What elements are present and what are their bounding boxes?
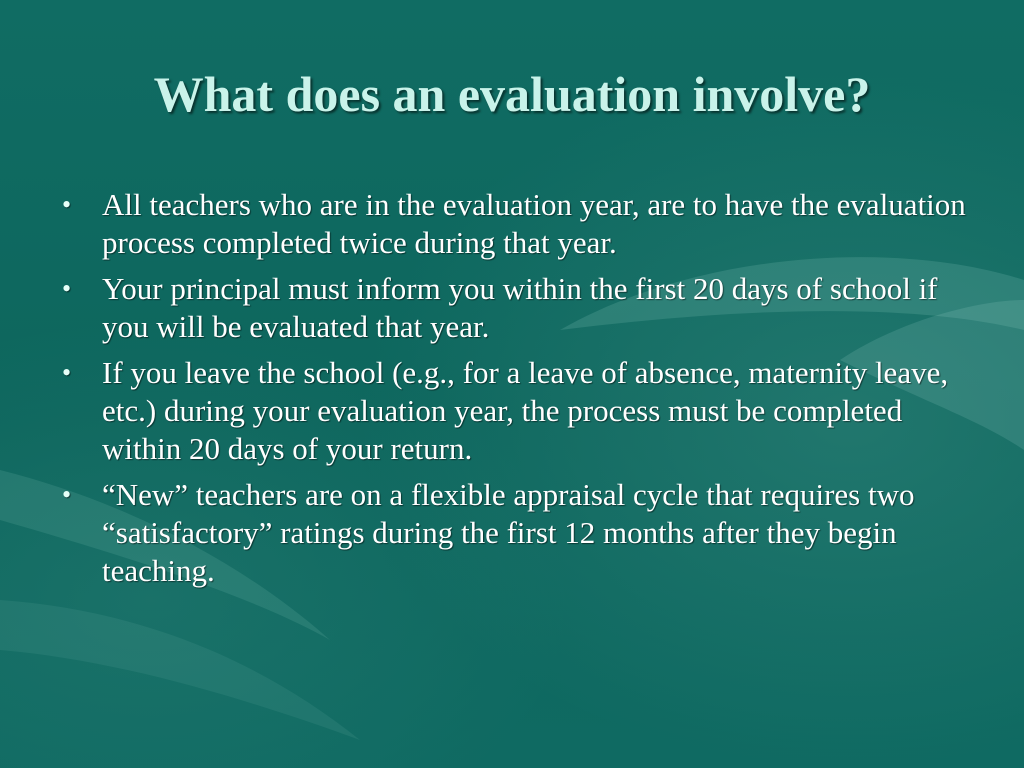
bullet-text: All teachers who are in the evaluation year, are to have the evaluation process completed twice during that year.	[102, 187, 966, 260]
bullet-text: If you leave the school (e.g., for a leave of absence, maternity leave, etc.) during your evaluation year, the process must be completed within 20 days of your return.	[102, 355, 949, 466]
bullet-item	[60, 476, 980, 590]
bullet-icon: •	[62, 480, 72, 509]
bullet-icon: •	[62, 274, 72, 303]
bullet-text: “New” teachers are on a flexible appraisal cycle that requires two “satisfactory” ratings during the first 12 months after they begin teaching.	[102, 477, 915, 588]
bullet-list	[60, 186, 980, 598]
bullet-item	[60, 186, 980, 262]
bullet-item	[60, 354, 980, 468]
bullet-text: Your principal must inform you within the first 20 days of school if you will be evaluated that year.	[102, 271, 938, 344]
bullet-icon: •	[62, 190, 72, 219]
slide-title: What does an evaluation involve?	[153, 66, 871, 122]
bullet-item	[60, 270, 980, 346]
bullet-icon: •	[62, 358, 72, 387]
